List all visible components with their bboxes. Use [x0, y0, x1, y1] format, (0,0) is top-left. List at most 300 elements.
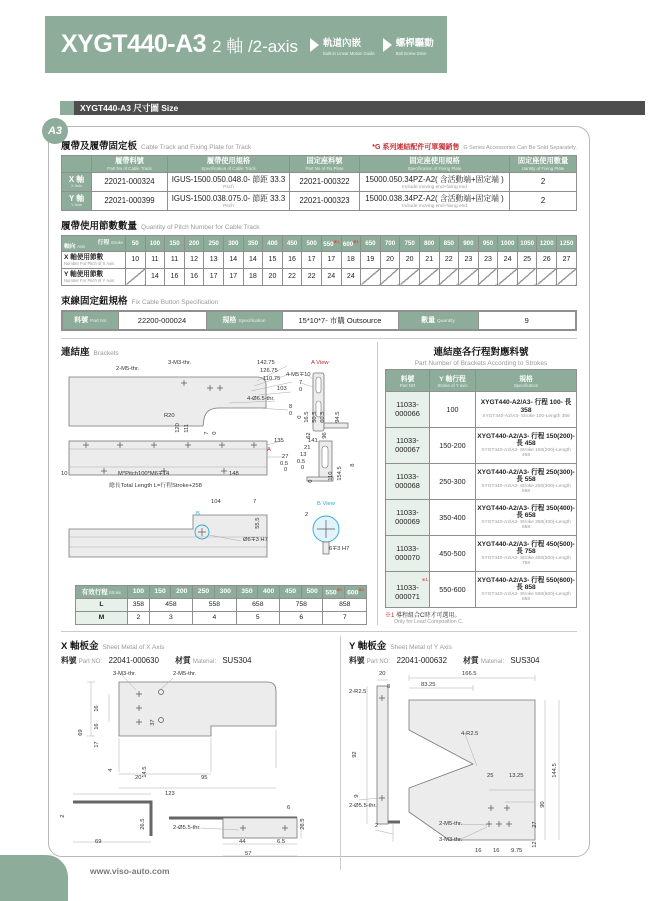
cable-track-section-title: [61, 138, 577, 152]
stroke-col-header: 100: [128, 585, 150, 598]
sheet-metal-x-panel: [61, 636, 341, 870]
stroke-col-header: 800: [419, 235, 439, 251]
axis-label: Y 軸使用節數 Number For Pitch of Y Axis: [62, 268, 126, 285]
green-square-icon: [60, 101, 74, 115]
pitch-cell: [498, 268, 518, 285]
dim-label: 142.75: [257, 359, 275, 366]
dim-label: 9.75: [511, 847, 523, 854]
pitch-cell: 27: [557, 251, 577, 268]
table-row: [62, 311, 576, 330]
spec-cell: IGUS-1500.050.048.0- 節距 33.3 Pitch: [168, 172, 290, 191]
dim-label: 4-M5∓10: [286, 371, 311, 378]
part-no-cell: 22021-000399: [92, 191, 168, 210]
pitch-cell: 21: [419, 251, 439, 268]
pitch-cell: 26: [537, 251, 557, 268]
pitch-cell: 17: [302, 251, 322, 268]
col-header: 料號 Part NO: [386, 369, 430, 391]
stroke-cell: 250-300: [430, 463, 476, 499]
dim-label: 4-R2.5: [461, 730, 479, 737]
stroke-col-header: 100: [145, 235, 165, 251]
cable-button-section-title: [61, 293, 577, 307]
dim-label: 9: [354, 794, 361, 798]
dim-label: 26.5: [140, 818, 147, 830]
part-no-cell: 11033-000069: [386, 499, 430, 535]
pitch-cell: 17: [223, 268, 243, 285]
footnote-mark: ※1: [385, 612, 395, 619]
sheet-x-part-no: 22041-000630: [108, 655, 159, 665]
table-row-x-axis: [62, 172, 577, 191]
dim-label: 7: [204, 431, 211, 435]
dim-label: 166.5: [462, 670, 477, 677]
col-header: 履帶料號 Part No of Cable Track: [92, 156, 168, 173]
dim-label: 44: [239, 838, 246, 845]
bracket-drawing: [61, 361, 366, 579]
table-row: [386, 535, 577, 571]
bracket-drawing-svg: [61, 361, 366, 579]
stroke-col-header: 350: [243, 235, 263, 251]
dim-label: 104: [211, 498, 221, 505]
dim-label: 2: [305, 511, 309, 518]
sheet-x-drawing-svg: [61, 672, 319, 867]
dim-label: 4-Ø6.5-thr.: [247, 395, 275, 402]
table-row: [386, 463, 577, 499]
dim-label: 123: [165, 790, 175, 797]
content-box: [48, 126, 590, 857]
dim-label: 2-Ø5.5-thr.: [173, 824, 201, 831]
spec-cell: XYGT440-A2/A3- 行程 350(400)- 長 658 XYGT440-A2/A3- Stroke 350(400)-Length 658: [476, 499, 577, 535]
dim-label: 154.5: [337, 466, 344, 481]
sheet-metal-y-panel: [341, 636, 577, 870]
table-row: [76, 598, 367, 611]
section-title-en: Fix Cable Button Specification: [131, 298, 219, 306]
stroke-col-header: 300: [223, 235, 243, 251]
pitch-cell: 22: [302, 268, 322, 285]
dim-label: 12: [532, 841, 539, 848]
effective-stroke-table: [75, 585, 367, 625]
dim-label: 3-M3-thr.: [439, 836, 463, 843]
dim-label: 2-M5-thr.: [173, 670, 197, 677]
dim-label: 0.5: [280, 460, 289, 467]
badge-linear-guide: [310, 33, 375, 56]
sheet-y-material: SUS304: [510, 655, 540, 665]
stroke-col-header: 550$^{※1}$: [323, 585, 345, 598]
pitch-cell: 14: [223, 251, 243, 268]
footer-url: www.viso-auto.com: [90, 866, 170, 876]
stroke-col-header: 500: [302, 235, 322, 251]
sheet-y-title: [349, 638, 577, 652]
stroke-cell: 550-600: [430, 571, 476, 607]
sheet-x-material: SUS304: [222, 655, 252, 665]
col-header: 固定座料號 Part No of Fix Plate: [290, 156, 360, 173]
table-header-row: [386, 369, 577, 391]
pitch-cell: 11: [145, 251, 165, 268]
pitch-cell: 23: [459, 251, 479, 268]
dim-label: 2-R2.5: [349, 688, 367, 695]
fix-part-no-cell: 22021-000322: [290, 172, 360, 191]
g-series-note-zh: *G 系列連結配件可單獨銷售: [372, 144, 460, 151]
dim-label: 2: [375, 822, 379, 829]
dim-label: 60.5: [320, 411, 327, 423]
dim-label: 0: [212, 431, 219, 435]
spec-cell: 15*10*7- 市購 Outsource: [282, 311, 398, 330]
table-row: [386, 391, 577, 427]
section-title: XYGT440-A3 尺寸圖 Size: [80, 103, 179, 113]
pitch-cell: 18: [341, 251, 361, 268]
dim-label: 50.5: [312, 411, 319, 423]
dim-label: 120: [175, 423, 182, 433]
dim-label: 135: [274, 437, 284, 444]
pitch-cell: [517, 268, 537, 285]
part-no-cell: ※1 11033-000071: [386, 571, 430, 607]
value-cell: 5: [236, 611, 279, 624]
section-title-en: Sheet Metal of Y Axis: [390, 643, 452, 651]
dim-label: M*Pitch100*M6∓14: [118, 470, 170, 477]
badge-ball-screw: [383, 33, 434, 56]
pitch-cell: 22: [439, 251, 459, 268]
pitch-section-title: [61, 218, 577, 232]
pitch-cell: 12: [184, 251, 204, 268]
dim-label: R20: [164, 412, 175, 419]
dim-label: 94.5: [335, 411, 342, 423]
sheet-x-title: [61, 638, 336, 652]
a3-corner-badge: A3: [42, 118, 68, 144]
footnote: [385, 610, 577, 625]
dim-label: 13: [300, 451, 307, 458]
pitch-cell: [557, 268, 577, 285]
dim-label: B View: [317, 500, 335, 507]
dim-label: 7: [253, 498, 257, 505]
dim-label: 16: [94, 723, 101, 730]
stroke-col-header: 350: [236, 585, 258, 598]
sheet-y-info: 料號 Part NO： 22041-000632 材質 Material： SUS304: [349, 655, 540, 665]
axis-label: X 軸使用節數 Number For Pitch of X Axis: [62, 251, 126, 268]
qty-cell: 2: [510, 172, 577, 191]
empty-header-cell: [62, 156, 92, 173]
dim-label: 13.25: [509, 772, 524, 779]
dim-label: 0.5: [297, 458, 306, 465]
dim-label: 14.5: [142, 766, 149, 778]
sheet-y-drawing: [349, 672, 577, 867]
part-no-cell: 11033-000067: [386, 427, 430, 463]
axis-cell: Y 軸 Y Axis: [62, 191, 92, 210]
pitch-cell: 16: [282, 251, 302, 268]
spec-cell: IGUS-1500.038.075.0- 節距 33.3 Pitch: [168, 191, 290, 210]
section-title-zh: X 軸板金: [61, 640, 99, 652]
dim-label: 0: [297, 415, 304, 419]
pitch-cell: 11: [165, 251, 185, 268]
col-header: 固定座使用數量 Uantity of Fixing Plate: [510, 156, 577, 173]
col-header: Y 軸行程 Stroke of Y axis: [430, 369, 476, 391]
section-title-zh: Y 軸板金: [349, 640, 387, 652]
pitch-cell: 17: [321, 251, 341, 268]
stroke-col-header: 1250: [557, 235, 577, 251]
spec-cell: XYGT440-A2/A3- 行程 450(500)- 長 758 XYGT440-A2/A3- Stroke 450(500)-Length 758: [476, 535, 577, 571]
table-row: [386, 571, 577, 607]
page-subtitle: 2 軸 /2-axis: [212, 37, 299, 56]
table-row-y-axis: [62, 191, 577, 210]
table-header-row: [62, 156, 577, 173]
pitch-cell: [126, 268, 146, 285]
stroke-col-header: 1050: [517, 235, 537, 251]
pitch-row: [62, 268, 577, 285]
pitch-cell: 25: [517, 251, 537, 268]
stroke-col-header: 900: [459, 235, 479, 251]
pitch-cell: 20: [263, 268, 283, 285]
dim-label: 148: [229, 470, 239, 477]
triangle-icon: [383, 38, 392, 52]
pitch-cell: [439, 268, 459, 285]
section-title-zh: 連結座各行程對應料號: [433, 346, 529, 358]
value-cell: 3: [149, 611, 192, 624]
part-no-cell: 11033-000070: [386, 535, 430, 571]
badge-label: 螺桿驅動: [395, 37, 434, 49]
sheet-metal-region: [61, 631, 577, 870]
col-header: 履帶使用規格 Specification of Cable Track: [168, 156, 290, 173]
stroke-col-header: 500: [301, 585, 323, 598]
dim-label: 144.5: [552, 763, 559, 778]
stroke-col-header: 650: [361, 235, 381, 251]
brackets-region: [61, 338, 577, 625]
dim-label: A: [267, 446, 271, 453]
dim-label: 2-M5-thr.: [116, 365, 140, 372]
pitch-cell: [478, 268, 498, 285]
stroke-col-header: 450: [280, 585, 302, 598]
part-no-cell: 11033-000068: [386, 463, 430, 499]
pitch-cell: 10: [126, 251, 146, 268]
stroke-col-header: 250: [204, 235, 224, 251]
dim-label: 2-Ø5.5-thr.: [349, 802, 377, 809]
sheet-y-drawing-svg: [349, 672, 577, 867]
dim-label: 27: [532, 821, 539, 828]
dim-label: 69: [78, 729, 85, 736]
dim-label: 7: [299, 379, 303, 386]
dim-label: 92: [352, 751, 359, 758]
pitch-cell: 17: [204, 268, 224, 285]
dim-label: 126.75: [260, 367, 278, 374]
bracket-parts-table: [385, 369, 577, 608]
stroke-col-header: 250: [193, 585, 215, 598]
stroke-table-label: 有效行程 Stroke: [76, 585, 128, 598]
pitch-cell: 13: [204, 251, 224, 268]
table-header-row: [76, 585, 367, 598]
dim-label: 3-M3-thr.: [113, 670, 137, 677]
dim-label: 16: [475, 847, 482, 854]
footnote-zh: 導程組合C時才可選用。: [396, 612, 461, 619]
dim-label: 10: [61, 470, 68, 477]
diagonal-corner-cell: 行程 Stroke 軸向 Axis: [62, 235, 126, 251]
value-cell: 2: [128, 611, 150, 624]
dim-label: 0: [284, 466, 288, 473]
stroke-col-header: 750: [400, 235, 420, 251]
dim-label: 83.25: [421, 681, 436, 688]
axis-cell: X 軸 X Axis: [62, 172, 92, 191]
table-row: [386, 427, 577, 463]
fix-spec-cell: 15000.050.34PZ-A2( 含活動端+固定端 ) Include moving end+fixing end: [360, 172, 510, 191]
feature-badges: [310, 33, 434, 56]
section-title-en: Brackets: [93, 349, 119, 357]
stroke-col-header: 400: [263, 235, 283, 251]
dim-label: A View: [311, 359, 329, 366]
section-title-en: Quantity of Pitch Number for Cable Track: [141, 223, 260, 231]
badge-sublabel: Built-in Linear Motion Guide: [323, 50, 375, 56]
table-row: [386, 499, 577, 535]
sheet-x-drawing: [61, 672, 319, 867]
section-title-zh: 連結座: [61, 346, 90, 358]
stroke-col-header: 450: [282, 235, 302, 251]
pitch-cell: 15: [263, 251, 283, 268]
stroke-col-header: 150: [149, 585, 171, 598]
stroke-col-header: 600$^{※1}$: [341, 235, 361, 251]
row-label: L: [76, 598, 128, 611]
section-title-zh: 履帶使用節數數量: [61, 220, 138, 232]
stroke-col-header: 1000: [498, 235, 518, 251]
stroke-col-header: 850: [439, 235, 459, 251]
spec-cell: XYGT440-A2/A3- 行程 250(300)- 長 558 XYGT440-A2/A3- Stroke 250(300)-Length 558: [476, 463, 577, 499]
value-cell: 7: [323, 611, 367, 624]
dim-label: 16.5: [304, 411, 311, 423]
col-header: 固定座使用規格 Specification of Fixing Plate: [360, 156, 510, 173]
stroke-cell: 100: [430, 391, 476, 427]
pitch-cell: [361, 268, 381, 285]
dim-label: 96: [322, 432, 329, 439]
dim-label: 16: [94, 705, 101, 712]
dim-label: 20: [135, 774, 142, 781]
value-cell: 858: [323, 598, 367, 611]
pitch-cell: 16: [184, 268, 204, 285]
dim-label: 4: [108, 768, 115, 772]
pitch-table: [61, 235, 577, 286]
spec-cell: XYGT440-A2/A3- 行程 550(600)- 長 858 XYGT440-A2/A3- Stroke 550(600)-Length 858: [476, 571, 577, 607]
pitch-cell: [419, 268, 439, 285]
page-title: XYGT440-A3: [61, 30, 207, 58]
footer-logo-shape: [0, 855, 68, 901]
dim-label: B: [196, 510, 200, 517]
dim-label: 141: [308, 437, 318, 444]
spec-cell: XYGT440-A2/A3- 行程 150(200)- 長 458 XYGT440-A2/A3- Stroke 150(200)-Length 458: [476, 427, 577, 463]
footnote-en: Only for Lead Composition C.: [394, 618, 464, 625]
value-cell: 6: [280, 611, 323, 624]
dim-label: 2: [60, 814, 67, 818]
brackets-title: [61, 344, 373, 358]
dim-label: 0: [299, 386, 303, 393]
dim-label: 25: [487, 772, 494, 779]
badge-sublabel: Ball Screw Drive: [395, 50, 427, 56]
pitch-cell: 23: [478, 251, 498, 268]
cable-track-table: [61, 155, 577, 211]
value-cell: 4: [193, 611, 236, 624]
dim-label: 110: [328, 471, 335, 481]
section-title-zh: 束線固定鈕規格: [61, 295, 128, 307]
bracket-parts-title: [385, 342, 577, 367]
stroke-col-header: 150: [165, 235, 185, 251]
pitch-cell: 24: [498, 251, 518, 268]
part-no-cell: 22200-000024: [118, 311, 206, 330]
fix-part-no-cell: 22021-000323: [290, 191, 360, 210]
dim-label: 8: [350, 463, 357, 467]
dim-label: 3-M3-thr.: [168, 359, 192, 366]
dim-label: 111: [184, 423, 191, 433]
dim-label: 6∓3 H7: [329, 545, 350, 552]
pitch-header-row: [62, 235, 577, 251]
dim-label: 37: [150, 719, 157, 726]
stroke-col-header: 1200: [537, 235, 557, 251]
g-series-note-en: G Series Accessories Can Be Sold Separately.: [463, 145, 577, 151]
dim-label: 6.5: [277, 838, 286, 845]
pitch-cell: 14: [243, 251, 263, 268]
dim-label: 62: [306, 432, 313, 439]
triangle-icon: [310, 38, 319, 52]
stroke-col-header: 50: [126, 235, 146, 251]
pitch-cell: 19: [361, 251, 381, 268]
bracket-parts-column: [377, 342, 577, 625]
dim-label: 0: [308, 479, 315, 483]
qty-cell: 2: [510, 191, 577, 210]
pitch-cell: [459, 268, 479, 285]
col-header: 規格 Specification: [476, 369, 577, 391]
value-cell: 758: [280, 598, 323, 611]
part-no-cell: 11033-000066: [386, 391, 430, 427]
dim-label: 110.75: [263, 375, 281, 382]
value-cell: 458: [149, 598, 192, 611]
dim-label: 0: [289, 410, 293, 417]
row-label: M: [76, 611, 128, 624]
dim-label: 16: [493, 847, 500, 854]
pitch-cell: 20: [380, 251, 400, 268]
stroke-cell: 150-200: [430, 427, 476, 463]
stroke-col-header: 700: [380, 235, 400, 251]
pitch-cell: 24: [341, 268, 361, 285]
section-title-bar: [60, 101, 645, 115]
dim-label: 6: [287, 804, 291, 811]
pitch-cell: 22: [282, 268, 302, 285]
pitch-cell: 16: [165, 268, 185, 285]
part-no-cell: 22021-000324: [92, 172, 168, 191]
dim-label: 103: [277, 385, 287, 392]
stroke-cell: 350-400: [430, 499, 476, 535]
section-title-en: Part Number of Brackets According to Strokes: [414, 359, 548, 367]
badge-label: 軌道內嵌: [323, 37, 362, 49]
stroke-col-header: 550$^{※1}$: [321, 235, 341, 251]
cable-button-table: [61, 310, 577, 331]
qty-label-cell: 數量 Quantity: [398, 311, 478, 330]
brackets-drawings-column: [61, 342, 373, 625]
dim-label: 69: [95, 838, 102, 845]
dim-label: 17: [94, 741, 101, 748]
pitch-cell: [537, 268, 557, 285]
pitch-cell: [380, 268, 400, 285]
dim-label: 21: [304, 444, 311, 451]
spec-label-cell: 規格 Specification: [206, 311, 282, 330]
dim-label: 8: [289, 403, 293, 410]
table-row: [76, 611, 367, 624]
value-cell: 358: [128, 598, 150, 611]
stroke-col-header: 950: [478, 235, 498, 251]
value-cell: 558: [193, 598, 236, 611]
stroke-cell: 450-500: [430, 535, 476, 571]
section-title-zh: 履帶及履帶固定板: [61, 141, 138, 152]
pitch-cell: 24: [321, 268, 341, 285]
dim-label: 2-M5-thr.: [439, 820, 463, 827]
qty-cell: 9: [478, 311, 576, 330]
dim-label: 90: [540, 801, 547, 808]
pitch-row: [62, 251, 577, 268]
dim-label: 95: [201, 774, 208, 781]
pitch-cell: 18: [243, 268, 263, 285]
stroke-col-header: 200: [171, 585, 193, 598]
fix-spec-cell: 15000.038.34PZ-A2( 含活動端+固定端 ) Include moving end+fixing end: [360, 191, 510, 210]
pitch-cell: 20: [400, 251, 420, 268]
header-band: [45, 16, 447, 73]
